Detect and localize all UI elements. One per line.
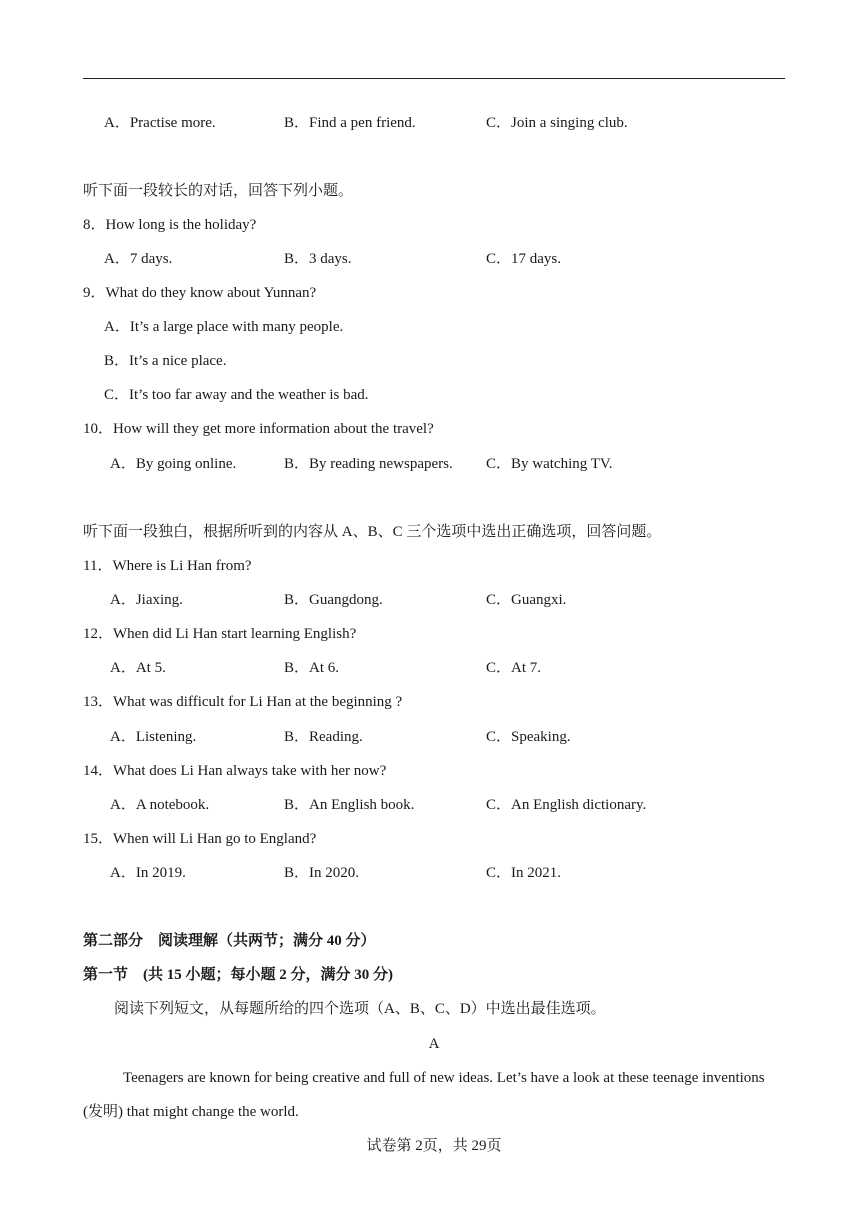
q12-option-b: B．At 6. [284, 660, 340, 676]
q8-option-c: C．17 days. [486, 251, 562, 267]
passage-line-2: (发明) that might change the world. [83, 1104, 299, 1120]
passage-line-1: Teenagers are known for being creative and full of new ideas. Let’s have a look at these teenage inventions [123, 1070, 765, 1086]
question-14-stem: 14．What does Li Han always take with her now? [83, 763, 387, 779]
monologue-instruction: 听下面一段独白，根据所听到的内容从 A、B、C 三个选项中选出正确选项，回答问题。 [83, 524, 662, 540]
dialogue-instruction: 听下面一段较长的对话，回答下列小题。 [83, 183, 354, 199]
q14-option-b: B．An English book. [284, 797, 415, 813]
q13-option-a: A．Listening. [110, 729, 197, 745]
q11-option-b: B．Guangdong. [284, 592, 383, 608]
question-11-stem: 11．Where is Li Han from? [83, 558, 252, 574]
question-12-stem: 12．When did Li Han start learning English? [83, 626, 357, 642]
section1-heading: 第一节 (共 15 小题；每小题 2 分，满分 30 分) [83, 967, 393, 983]
q13-option-c: C．Speaking. [486, 729, 571, 745]
q12-option-c: C．At 7. [486, 660, 542, 676]
question-13-stem: 13．What was difficult for Li Han at the beginning ? [83, 694, 403, 710]
q9-option-a: A．It’s a large place with many people. [104, 319, 344, 335]
q14-option-c: C．An English dictionary. [486, 797, 647, 813]
question-8-stem: 8．How long is the holiday? [83, 217, 257, 233]
part2-heading: 第二部分 阅读理解（共两节；满分 40 分） [83, 933, 376, 949]
header-rule [83, 78, 785, 79]
q7-option-b: B．Find a pen friend. [284, 115, 416, 131]
q10-option-c: C．By watching TV. [486, 456, 613, 472]
question-10-stem: 10．How will they get more information about the travel? [83, 421, 434, 437]
q8-option-b: B．3 days. [284, 251, 352, 267]
q11-option-a: A．Jiaxing. [110, 592, 183, 608]
page-footer: 试卷第 2页，共 29页 [366, 1138, 502, 1154]
q15-option-a: A．In 2019. [110, 865, 186, 881]
q13-option-b: B．Reading. [284, 729, 363, 745]
q10-option-a: A．By going online. [110, 456, 237, 472]
q9-option-b: B．It’s a nice place. [104, 353, 227, 369]
passage-label: A [428, 1036, 440, 1052]
q12-option-a: A．At 5. [110, 660, 166, 676]
q9-option-c: C．It’s too far away and the weather is bad. [104, 387, 369, 403]
q10-option-b: B．By reading newspapers. [284, 456, 453, 472]
question-15-stem: 15．When will Li Han go to England? [83, 831, 317, 847]
question-9-stem: 9．What do they know about Yunnan? [83, 285, 317, 301]
q15-option-b: B．In 2020. [284, 865, 360, 881]
q8-option-a: A．7 days. [104, 251, 173, 267]
q15-option-c: C．In 2021. [486, 865, 562, 881]
reading-instruction: 阅读下列短文，从每题所给的四个选项（A、B、C、D）中选出最佳选项。 [114, 1001, 606, 1017]
q7-option-a: A．Practise more. [104, 115, 216, 131]
q11-option-c: C．Guangxi. [486, 592, 567, 608]
q14-option-a: A．A notebook. [110, 797, 210, 813]
q7-option-c: C．Join a singing club. [486, 115, 628, 131]
